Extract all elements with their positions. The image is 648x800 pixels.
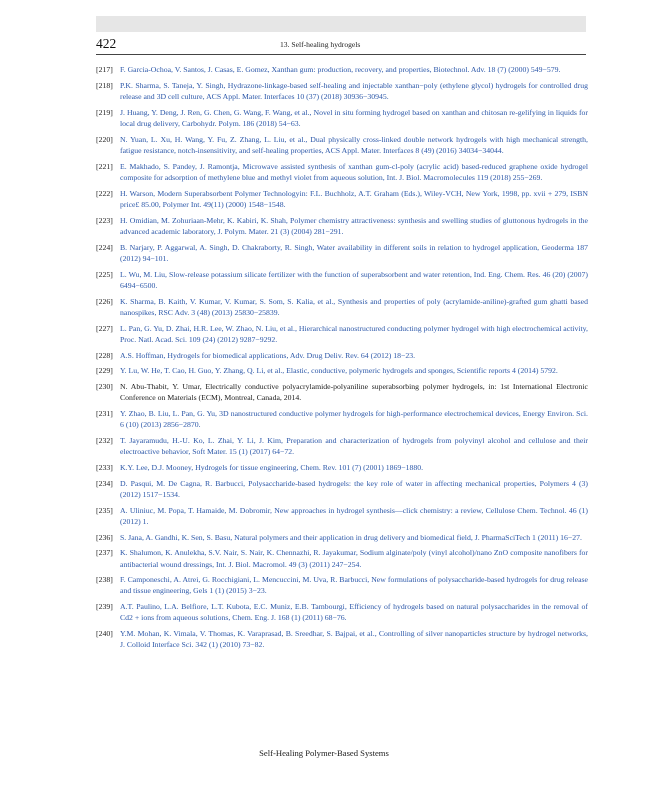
reference-number: [217]: [96, 65, 113, 74]
reference-number: [236]: [96, 532, 113, 542]
reference-item: [96, 350, 588, 361]
reference-number: [223]: [96, 215, 113, 225]
reference-text: N. Abu-Thabit, Y. Umar, Electrically conductive polyacrylamide-polyaniline superabsorbing polymer hydrogels, in: 1st International Electronic Conference on Materials (ECM), Montreal, Canada, 2014.: [120, 381, 588, 403]
reference-link[interactable]: H. Warson, Modern Superabsorbent Polymer Technologyin: F.L. Buchholz, A.T. Graham (Eds.), Wiley-VCH, New York, 1998, pp. xvii + 279, ISBN price£ 85.00, Polymer Int. 49(11) (2000) 1548−1548.: [120, 188, 588, 209]
chapter-title: 13. Self-healing hydrogels: [280, 40, 361, 49]
reference-number: [219]: [96, 107, 113, 117]
reference-link[interactable]: L. Wu, M. Liu, Slow-release potassium silicate fertilizer with the function of superabsorbent and water retention, Ind. Eng. Chem. Res. 46 (20) (2007) 6494−6500.: [120, 269, 588, 290]
reference-number: [235]: [96, 505, 113, 515]
reference-item: [96, 574, 588, 597]
reference-number: [225]: [96, 269, 113, 279]
reference-link[interactable]: E. Makhado, S. Pandey, J. Ramontja, Microwave assisted synthesis of xanthan gum-cl-poly (acrylic acid) based-reduced graphene oxide hydrogel composite for adsorption of methylene blue and methyl violet from aqueous solution, Int. J. Biol. Macromolecules 119 (2018) 255−269.: [120, 161, 588, 182]
reference-number: [231]: [96, 408, 113, 418]
reference-number: [221]: [96, 161, 113, 171]
reference-item: [96, 134, 588, 157]
reference-item: [96, 80, 588, 103]
reference-number: [237]: [96, 548, 113, 558]
reference-item: [96, 64, 588, 75]
reference-link[interactable]: F. Camponeschi, A. Atrei, G. Rocchigiani, L. Mencuccini, M. Uva, R. Barbucci, New formulations of polysaccharide-based hydrogels for drug release and tissue engineering, Gels 1 (1) (2015) 3−23.: [120, 575, 588, 596]
reference-number: [234]: [96, 478, 113, 488]
reference-number: [239]: [96, 602, 113, 612]
reference-number: [227]: [96, 323, 113, 333]
reference-link[interactable]: S. Jana, A. Gandhi, K. Sen, S. Basu, Natural polymers and their application in drug delivery and biomedical field, J. PharmaSciTech 1 (2011) 16−27.: [120, 532, 582, 542]
page-number: 422: [96, 36, 117, 51]
reference-item: [96, 365, 588, 376]
reference-item: [96, 161, 588, 184]
reference-number: [233]: [96, 462, 113, 472]
reference-number: [218]: [96, 80, 113, 90]
reference-number: [229]: [96, 366, 113, 376]
reference-number: [240]: [96, 629, 113, 639]
reference-link[interactable]: Y. Lu, W. He, T. Cao, H. Guo, Y. Zhang, Q. Li, et al., Elastic, conductive, polymeric hydrogels and sponges, Scientific reports 4 (2014) 5792.: [120, 366, 558, 376]
reference-link[interactable]: J. Huang, Y. Deng, J. Ren, G. Chen, G. Wang, F. Wang, et al., Novel in situ forming hydrogel based on xanthan and chitosan re-gelifying in liquids for local drug delivery, Carbohydr. Polym. 186 (2018) 54−63.: [120, 107, 588, 128]
header-shade-bar: [96, 16, 586, 32]
reference-item: [96, 601, 588, 624]
reference-number: [220]: [96, 134, 113, 144]
reference-link[interactable]: K.Y. Lee, D.J. Mooney, Hydrogels for tissue engineering, Chem. Rev. 101 (7) (2001) 1869−1880.: [120, 462, 424, 472]
reference-link[interactable]: A.T. Paulino, L.A. Belfiore, L.T. Kubota, E.C. Muniz, E.B. Tambourgi, Efficiency of hydrogels based on natural polysaccharides in the removal of Cd2 + ions from aqueous solutions, Chem. Eng. J. 168 (1) (2011) 68−76.: [120, 602, 588, 623]
reference-number: [230]: [96, 381, 113, 391]
reference-item: [96, 532, 588, 543]
reference-link[interactable]: A.S. Hoffman, Hydrogels for biomedical applications, Adv. Drug Deliv. Rev. 64 (2012) 18−23.: [120, 350, 416, 360]
reference-item: [96, 296, 588, 319]
reference-link[interactable]: D. Pasqui, M. De Cagna, R. Barbucci, Polysaccharide-based hydrogels: the key role of water in affecting mechanical properties, Polymers 4 (3) (2012) 1517−1534.: [120, 478, 588, 499]
reference-item: [96, 435, 588, 458]
reference-link[interactable]: F. Garcia-Ochoa, V. Santos, J. Casas, E. Gomez, Xanthan gum: production, recovery, and properties, Biotechnol. Adv. 18 (7) (2000) 549−579.: [120, 65, 561, 74]
reference-item: [96, 188, 588, 211]
reference-item: [96, 408, 588, 431]
reference-link[interactable]: Y. Zhao, B. Liu, L. Pan, G. Yu, 3D nanostructured conductive polymer hydrogels for high-performance electrochemical devices, Energy Environ. Sci. 6 (10) (2013) 2856−2870.: [120, 408, 588, 430]
reference-link[interactable]: B. Narjary, P. Aggarwal, A. Singh, D. Chakraborty, R. Singh, Water availability in different soils in relation to hydrogel application, Geoderma 187 (2012) 94−101.: [120, 242, 588, 263]
reference-number: [226]: [96, 296, 113, 306]
reference-item: [96, 462, 588, 473]
reference-item: [96, 478, 588, 501]
reference-item: [96, 381, 588, 404]
reference-item: [96, 628, 588, 651]
reference-link[interactable]: A. Uliniuc, M. Popa, T. Hamaide, M. Dobromir, New approaches in hydrogel synthesis—click chemistry: a review, Cellulose Chem. Technol. 46 (1) (2012) 1.: [120, 505, 588, 526]
reference-item: [96, 215, 588, 238]
reference-number: [238]: [96, 575, 113, 585]
reference-number: [224]: [96, 242, 113, 252]
reference-link[interactable]: P.K. Sharma, S. Taneja, Y. Singh, Hydrazone-linkage-based self-healing and injectable xanthan−poly (ethylene glycol) hydrogels for controlled drug release and 3D cell culture, ACS Appl. Mater. Interfaces 10 (37) (2018) 30936−30945.: [120, 80, 588, 101]
reference-item: [96, 269, 588, 292]
reference-item: [96, 242, 588, 265]
reference-link[interactable]: T. Jayaramudu, H.-U. Ko, L. Zhai, Y. Li, J. Kim, Preparation and characterization of hydrogels from polyvinyl alcohol and cellulose and their electroactive behavior, Soft Mater. 15 (1) (2017) 64−72.: [120, 435, 588, 457]
reference-link[interactable]: H. Omidian, M. Zohuriaan-Mehr, K. Kabiri, K. Shah, Polymer chemistry attractiveness: synthesis and swelling studies of gluttonous hydrogels in the advanced academic laboratory, J. Polym. Mater. 21 (3) (2004) 281−291.: [120, 215, 588, 236]
reference-link[interactable]: Y.M. Mohan, K. Vimala, V. Thomas, K. Varaprasad, B. Sreedhar, S. Bajpai, et al., Controlling of silver nanoparticles structure by hydrogel networks, J. Colloid Interface Sci. 342 (1) (2010) 73−82.: [120, 629, 588, 650]
reference-link[interactable]: L. Pan, G. Yu, D. Zhai, H.R. Lee, W. Zhao, N. Liu, et al., Hierarchical nanostructured conducting polymer hydrogel with high electrochemical activity, Proc. Natl. Acad. Sci. 109 (24) (2012) 9287−9292.: [120, 323, 588, 344]
reference-number: [228]: [96, 350, 113, 360]
reference-item: [96, 547, 588, 570]
reference-number: [222]: [96, 188, 113, 198]
reference-item: [96, 323, 588, 346]
reference-number: [232]: [96, 435, 113, 445]
footer-book-title: Self-Healing Polymer-Based Systems: [259, 748, 389, 758]
reference-list: [96, 64, 588, 655]
reference-item: [96, 505, 588, 528]
reference-link[interactable]: N. Yuan, L. Xu, H. Wang, Y. Fu, Z. Zhang, L. Liu, et al., Dual physically cross-linked double network hydrogels with high mechanical strength, fatigue resistance, notch-insensitivity, and self-healing properties, ACS Appl. Mater. Interfaces 8 (49) (2016) 34034−34044.: [120, 134, 588, 155]
reference-item: [96, 107, 588, 130]
reference-link[interactable]: K. Sharma, B. Kaith, V. Kumar, V. Kumar, S. Som, S. Kalia, et al., Synthesis and properties of poly (acrylamide-aniline)-grafted gum ghatti based nanospikes, RSC Adv. 3 (48) (2013) 25830−25839.: [120, 296, 588, 317]
reference-link[interactable]: K. Shalumon, K. Anulekha, S.V. Nair, S. Nair, K. Chennazhi, R. Jayakumar, Sodium alginate/poly (vinyl alcohol)/nano ZnO composite nanofibers for antibacterial wound dressings, Int. J. Biol. Macromol. 49 (3) (2011) 247−254.: [120, 548, 588, 569]
running-header: [96, 34, 586, 55]
